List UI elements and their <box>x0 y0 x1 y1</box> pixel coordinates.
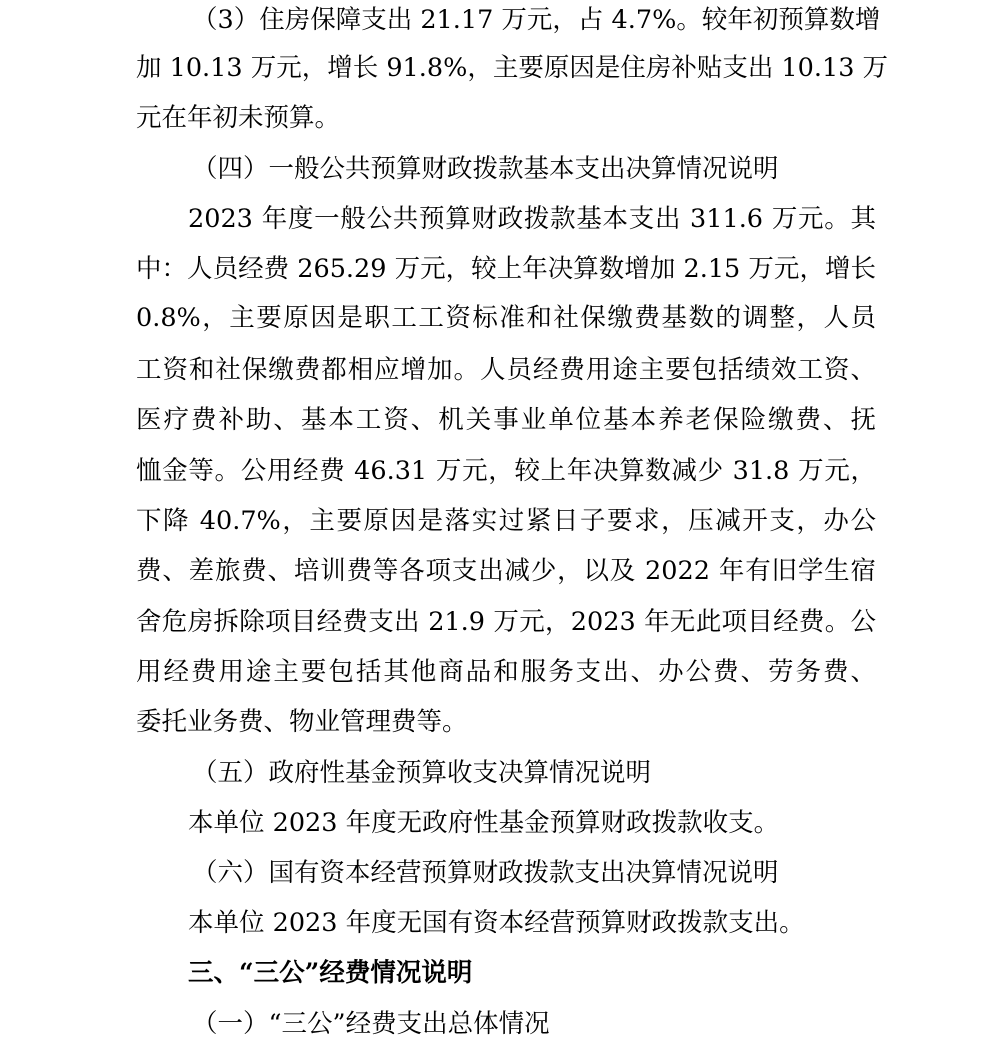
text-line: 费、差旅费、培训费等各项支出减少，以及 2022 年有旧学生宿 <box>136 556 876 586</box>
section-subheading: （四）一般公共预算财政拨款基本支出决算情况说明 <box>192 154 779 184</box>
section-heading: 三、“三公”经费情况说明 <box>188 958 473 988</box>
section-subheading: （六）国有资本经营预算财政拨款支出决算情况说明 <box>192 858 779 888</box>
text-line: 加 10.13 万元，增长 91.8%，主要原因是住房补贴支出 10.13 万 <box>136 53 889 83</box>
text-line: 委托业务费、物业管理费等。 <box>136 707 468 737</box>
text-line: 中：人员经费 265.29 万元，较上年决算数增加 2.15 万元，增长 <box>136 254 876 284</box>
text-line: 本单位 2023 年度无政府性基金预算财政拨款收支。 <box>188 808 780 838</box>
text-line: 舍危房拆除项目经费支出 21.9 万元，2023 年无此项目经费。公 <box>136 607 876 637</box>
text-line: 用经费用途主要包括其他商品和服务支出、办公费、劳务费、 <box>136 657 876 687</box>
text-line: 工资和社保缴费都相应增加。人员经费用途主要包括绩效工资、 <box>136 355 876 385</box>
section-subheading: （一）“三公”经费支出总体情况 <box>192 1009 550 1039</box>
section-subheading: （五）政府性基金预算收支决算情况说明 <box>192 758 652 788</box>
text-line: 0.8%，主要原因是职工工资标准和社保缴费基数的调整，人员 <box>136 303 876 333</box>
text-line: 恤金等。公用经费 46.31 万元，较上年决算数减少 31.8 万元， <box>136 456 876 486</box>
text-line: 元在年初未预算。 <box>136 103 341 133</box>
text-line: （3）住房保障支出 21.17 万元，占 4.7%。较年初预算数增 <box>192 5 881 35</box>
text-line: 下降 40.7%，主要原因是落实过紧日子要求，压减开支，办公 <box>136 506 876 536</box>
text-line: 医疗费补助、基本工资、机关事业单位基本养老保险缴费、抚 <box>136 405 876 435</box>
text-line: 本单位 2023 年度无国有资本经营预算财政拨款支出。 <box>188 908 805 938</box>
text-line: 2023 年度一般公共预算财政拨款基本支出 311.6 万元。其 <box>188 204 876 234</box>
